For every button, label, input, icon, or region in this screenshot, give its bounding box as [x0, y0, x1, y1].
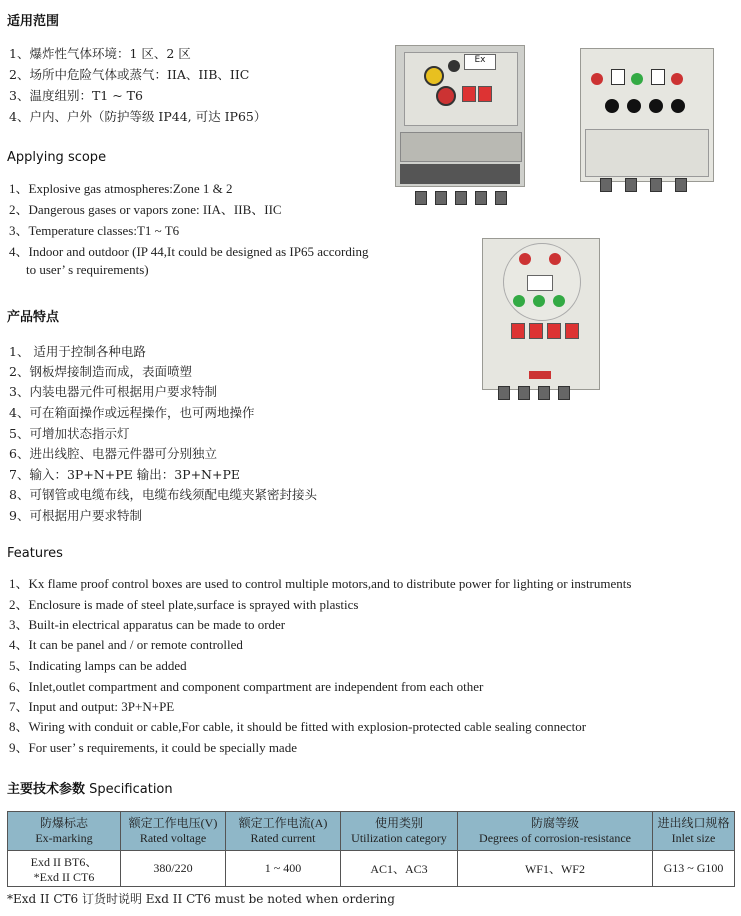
features-cn-item: 8、可钢管或电缆布线，电缆布线须配电缆夹紧密封接头	[9, 487, 317, 502]
features-en-heading: Features	[7, 546, 63, 561]
features-cn-item: 7、输入：3P+N+PE 输出：3P+N+PE	[9, 467, 240, 482]
features-cn-heading: 产品特点	[7, 310, 60, 325]
features-en-item: 7、Input and output: 3P+N+PE	[9, 699, 175, 714]
product-photo-enclosure-3	[478, 238, 603, 408]
scope-en-item: 3、Temperature classes:T1 ~ T6	[9, 223, 180, 238]
spec-table-row	[8, 851, 735, 887]
scope-en-item: 4、Indoor and outdoor (IP 44,It could be designed as IP65 according	[9, 244, 369, 259]
features-en-item: 1、Kx flame proof control boxes are used to control multiple motors,and to distribute power for lighting or instruments	[9, 576, 632, 591]
spec-header-corrosion-resistance: 防腐等级 Degrees of corrosion-resistance	[458, 812, 653, 851]
spec-header-rated-voltage: 额定工作电压(V) Rated voltage	[121, 812, 226, 851]
spec-cell-corrosion: WF1、WF2	[458, 851, 653, 887]
spec-note: *Exd II CT6 订货时说明 Exd II CT6 must be noted when ordering	[7, 892, 395, 906]
spec-header-ex-marking: 防爆标志 Ex-marking	[8, 812, 121, 851]
spec-table-header-row	[8, 812, 735, 851]
scope-cn-heading: 适用范围	[7, 14, 60, 29]
features-en-item: 9、For user’ s requirements, it could be specially made	[9, 740, 297, 755]
spec-cell-voltage: 380/220	[121, 851, 226, 887]
spec-cell-current: 1 ~ 400	[226, 851, 341, 887]
spec-header-rated-current: 额定工作电流(A) Rated current	[226, 812, 341, 851]
spec-heading-en: Specification	[89, 782, 173, 797]
scope-en-item: 2、Dangerous gases or vapors zone: IIA、IIB、IIC	[9, 202, 282, 217]
spec-header-inlet-size: 进出线口规格 Inlet size	[653, 812, 735, 851]
features-cn-item: 4、可在箱面操作或远程操作，也可两地操作	[9, 405, 255, 420]
scope-cn-item: 1、爆炸性气体环境：1 区、2 区	[9, 46, 191, 61]
spec-heading-cn: 主要技术参数	[7, 782, 86, 797]
features-en-item: 6、Inlet,outlet compartment and component compartment are independent from each other	[9, 679, 484, 694]
scope-en-heading: Applying scope	[7, 150, 107, 165]
scope-en-item: 1、Explosive gas atmospheres:Zone 1 & 2	[9, 181, 233, 196]
features-en-item: 3、Built-in electrical apparatus can be made to order	[9, 617, 286, 632]
spec-table	[7, 811, 735, 887]
features-cn-item: 1、 适用于控制各种电路	[9, 344, 146, 359]
spec-heading	[7, 778, 173, 797]
scope-en-item: to user’ s requirements)	[26, 262, 149, 277]
features-cn-item: 6、进出线腔、电器元件器可分别独立	[9, 446, 217, 461]
ex-label: Ex	[464, 54, 496, 70]
features-cn-item: 5、可增加状态指示灯	[9, 426, 130, 441]
scope-cn-item: 2、场所中危险气体或蒸气：IIA、IIB、IIC	[9, 67, 250, 82]
features-cn-item: 3、内装电器元件可根据用户要求特制	[9, 384, 217, 399]
product-photo-enclosure-2	[580, 48, 715, 198]
scope-cn-item: 4、户内、户外（防护等级 IP44, 可达 IP65）	[9, 109, 267, 124]
features-cn-item: 9、可根据用户要求特制	[9, 508, 142, 523]
spec-cell-category: AC1、AC3	[341, 851, 458, 887]
spec-header-utilization-category: 使用类别 Utilization category	[341, 812, 458, 851]
features-en-item: 4、It can be panel and / or remote controlled	[9, 637, 243, 652]
scope-cn-item: 3、温度组别：T1 ~ T6	[9, 88, 143, 103]
features-en-item: 8、Wiring with conduit or cable,For cable, it should be fitted with explosion-protected cable sealing connector	[9, 719, 587, 734]
spec-cell-ex-marking: Exd II BT6、 *Exd II CT6	[8, 851, 121, 887]
spec-cell-inlet: G13 ~ G100	[653, 851, 735, 887]
features-en-item: 5、Indicating lamps can be added	[9, 658, 187, 673]
product-photo-enclosure-1	[395, 45, 525, 205]
features-cn-item: 2、钢板焊接制造而成，表面喷塑	[9, 364, 192, 379]
features-en-item: 2、Enclosure is made of steel plate,surface is sprayed with plastics	[9, 597, 359, 612]
